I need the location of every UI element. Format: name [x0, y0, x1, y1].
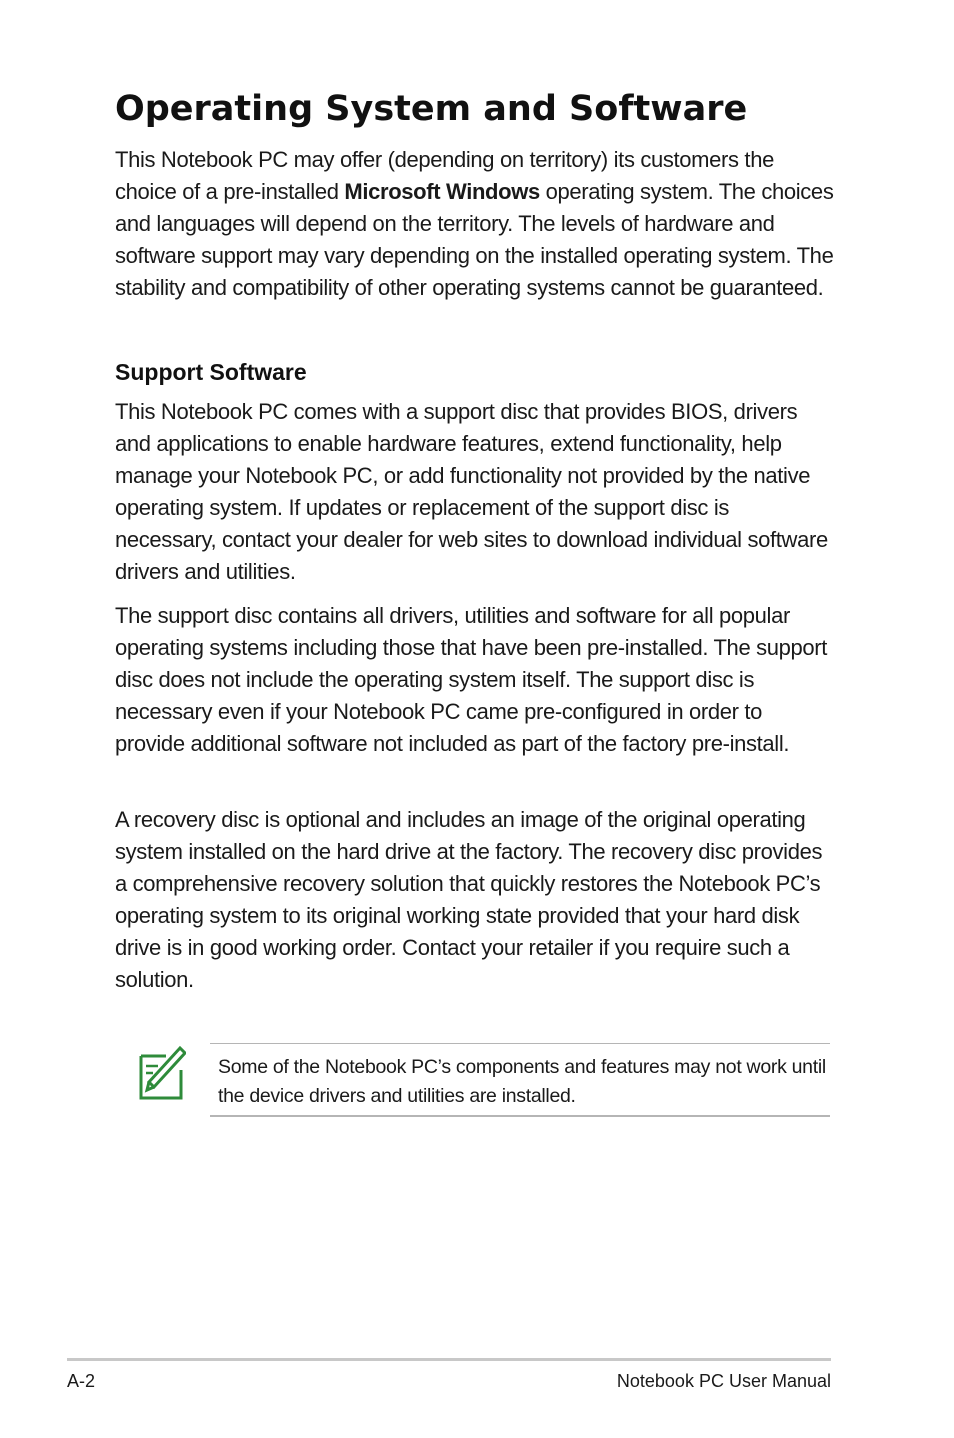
footer-divider — [67, 1358, 831, 1361]
support-paragraph-2: The support disc contains all drivers, utilities and software for all popular operating systems including those that have been pre-installed. The support disc does not include the operating system itself. The support disc is necessary even if your Notebook PC came pre-configured in order to provide additional software not included as part of the factory pre-install. — [115, 603, 828, 756]
page-title: Operating System and Software — [115, 89, 748, 129]
footer-manual-title: Notebook PC User Manual — [616, 1371, 831, 1391]
section-heading-support-software: Support Software — [115, 359, 307, 385]
support-paragraph-1: This Notebook PC comes with a support disc that provides BIOS, drivers and applications to enable hardware features, extend functionality, help manage your Notebook PC, or add functionality not provided by the native operating system. If updates or replacement of the support disc is necessary, contact your dealer for web sites to download individual software drivers and utilities. — [115, 399, 828, 584]
intro-paragraph — [115, 144, 835, 304]
note-box — [210, 1043, 830, 1117]
note-pencil-icon — [136, 1042, 186, 1100]
intro-emphasis: Microsoft Windows — [344, 179, 540, 204]
footer-page-number: A-2 — [67, 1371, 96, 1391]
support-paragraph-3: A recovery disc is optional and includes an image of the original operating system installed on the hard drive at the factory. The recovery disc provides a comprehensive recovery solution that quickly restores the Notebook PC’s operating system to its original working state provided that your hard disk drive is in good working order. Contact your retailer if you require such a solution. — [115, 807, 823, 992]
intro-text-before: This Notebook PC may offer (depending on territory) its customers the choice of a pre-installed — [115, 147, 774, 204]
intro-text-after: operating system. The choices and languages will depend on the territory. The levels of hardware and software support may vary depending on the installed operating system. The stability and compatibility of other operating systems cannot be guaranteed. — [115, 179, 834, 300]
note-callout — [133, 1038, 833, 1120]
note-text: Some of the Notebook PC’s components and features may not work until the device drivers and utilities are installed. — [218, 1056, 826, 1107]
